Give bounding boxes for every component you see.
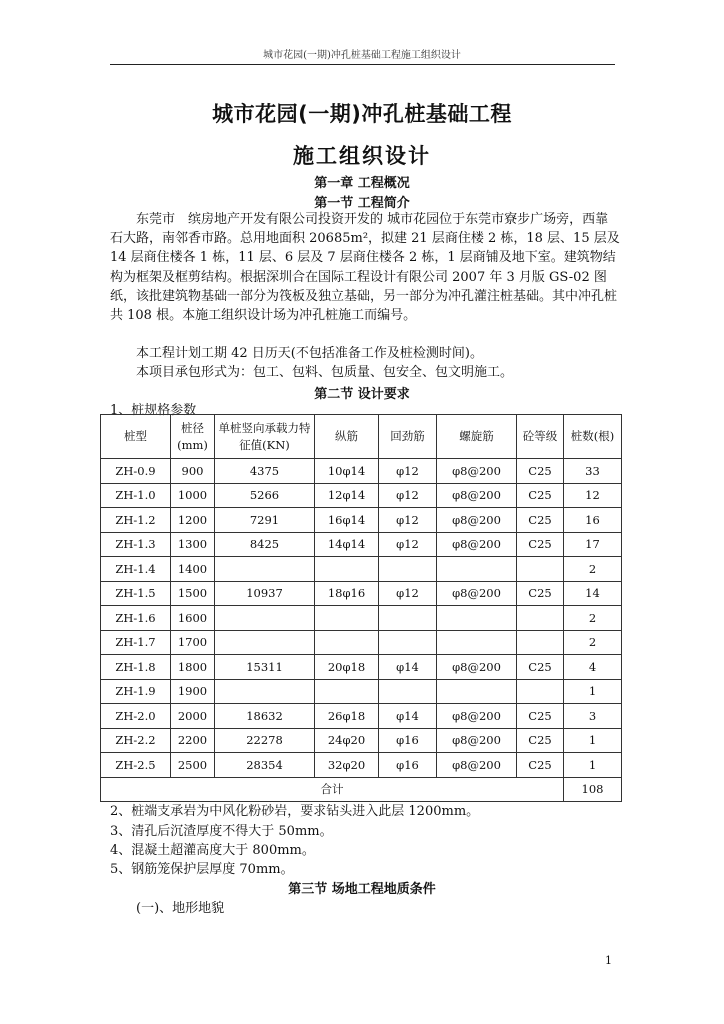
cell-spiral-bar: φ8@200 [437,728,517,753]
cell-longitudinal-bar: 16φ14 [315,508,379,533]
cell-pile-count: 1 [564,753,622,778]
cell-bearing-capacity: 10937 [215,581,315,606]
cell-pile-diameter: 900 [171,459,215,484]
contract-paragraph: 本项目承包形式为：包工、包料、包质量、包安全、包文明施工。 [136,365,514,380]
table-row [101,459,622,484]
cell-spiral-bar [437,557,517,582]
table-row [101,557,622,582]
cell-spiral-bar: φ8@200 [437,532,517,557]
cell-bearing-capacity: 18632 [215,704,315,729]
cell-spiral-bar [437,606,517,631]
cell-stirrup-bar [379,630,437,655]
section2-heading: 第二节 设计要求 [314,387,410,402]
running-header: 城市花园(一期)冲孔桩基础工程施工组织设计 [263,50,461,61]
cell-concrete-grade: C25 [517,655,564,680]
table-row [101,630,622,655]
cell-concrete-grade: C25 [517,704,564,729]
cell-stirrup-bar: φ12 [379,483,437,508]
cell-pile-count: 1 [564,679,622,704]
table-row [101,483,622,508]
cell-stirrup-bar: φ16 [379,753,437,778]
cell-pile-diameter: 1600 [171,606,215,631]
table-row [101,679,622,704]
table-row [101,581,622,606]
cell-concrete-grade: C25 [517,483,564,508]
terrain-subheading: (一)、地形地貌 [136,901,225,916]
cell-pile-type: ZH-1.9 [101,679,171,704]
cell-longitudinal-bar: 12φ14 [315,483,379,508]
table-row [101,655,622,680]
cell-spiral-bar: φ8@200 [437,753,517,778]
project-intro-paragraph: 东莞市 缤房地产开发有限公司投资开发的 城市花园位于东莞市寮步广场旁，西靠石大路，南邻香市路。总用地面积 20685m²，拟建 21 层商住楼 2 栋，18 层、15 层及 14 层商住楼各 1 栋，11 层、6 层及 7 层商住楼各 2 栋，1 层商铺及地下室。建筑物结构为框架及框剪结构。根据深圳合在国际工程设计有限公司 2007 年 3 月版 GS-02 图纸，该批建筑物基础一部分为筏板及独立基础，另一部分为冲孔灌注桩基础。其中冲孔桩共 108 根。本施工组织设计场为冲孔桩施工而编号。 [110,212,620,324]
cell-concrete-grade: C25 [517,753,564,778]
cell-pile-count: 2 [564,557,622,582]
cell-pile-diameter: 1500 [171,581,215,606]
cell-longitudinal-bar: 24φ20 [315,728,379,753]
cell-longitudinal-bar: 20φ18 [315,655,379,680]
header-concrete-grade: 砼等级 [517,415,564,459]
cell-bearing-capacity: 5266 [215,483,315,508]
cell-stirrup-bar [379,679,437,704]
total-label: 合计 [101,777,564,802]
cell-pile-count: 16 [564,508,622,533]
cell-longitudinal-bar [315,679,379,704]
cell-pile-count: 12 [564,483,622,508]
cell-pile-diameter: 1900 [171,679,215,704]
cell-longitudinal-bar: 32φ20 [315,753,379,778]
cell-pile-diameter: 1200 [171,508,215,533]
cell-pile-type: ZH-1.8 [101,655,171,680]
cell-concrete-grade: C25 [517,508,564,533]
cell-stirrup-bar: φ12 [379,581,437,606]
cell-pile-type: ZH-2.2 [101,728,171,753]
cell-pile-type: ZH-0.9 [101,459,171,484]
section3-heading: 第三节 场地工程地质条件 [288,882,436,897]
cell-pile-count: 1 [564,728,622,753]
schedule-paragraph: 本工程计划工期 42 日历天(不包括准备工作及桩检测时间)。 [136,346,483,361]
total-value: 108 [564,777,622,802]
cell-pile-diameter: 1300 [171,532,215,557]
cell-stirrup-bar: φ16 [379,728,437,753]
header-longitudinal-bar: 纵筋 [315,415,379,459]
cell-spiral-bar [437,679,517,704]
pile-spec-label: 1、桩规格参数 [110,403,197,418]
cell-stirrup-bar: φ12 [379,508,437,533]
cell-concrete-grade: C25 [517,581,564,606]
cell-longitudinal-bar: 14φ14 [315,532,379,557]
cell-bearing-capacity: 22278 [215,728,315,753]
cell-bearing-capacity: 15311 [215,655,315,680]
cell-bearing-capacity [215,557,315,582]
cell-pile-diameter: 1000 [171,483,215,508]
cell-pile-count: 17 [564,532,622,557]
cell-bearing-capacity: 4375 [215,459,315,484]
chapter-heading: 第一章 工程概况 [314,176,410,191]
cell-concrete-grade: C25 [517,728,564,753]
cell-pile-count: 2 [564,630,622,655]
requirement-item-3: 3、清孔后沉渣厚度不得大于 50mm。 [110,824,333,839]
cell-stirrup-bar [379,557,437,582]
cell-bearing-capacity: 7291 [215,508,315,533]
requirement-item-5: 5、钢筋笼保护层厚度 70mm。 [110,862,294,877]
cell-spiral-bar [437,630,517,655]
cell-pile-count: 33 [564,459,622,484]
cell-pile-diameter: 2500 [171,753,215,778]
requirement-item-2: 2、桩端支承岩为中风化粉砂岩，要求钻头进入此层 1200mm。 [110,804,480,819]
table-row [101,704,622,729]
section1-heading: 第一节 工程简介 [314,196,410,211]
page-number: 1 [605,954,612,967]
cell-pile-type: ZH-2.0 [101,704,171,729]
header-pile-diameter: 桩径(mm) [171,415,215,459]
cell-bearing-capacity: 8425 [215,532,315,557]
header-spiral-bar: 螺旋筋 [437,415,517,459]
table-header-row [101,415,622,459]
cell-spiral-bar: φ8@200 [437,704,517,729]
cell-concrete-grade [517,557,564,582]
cell-spiral-bar: φ8@200 [437,483,517,508]
requirement-item-4: 4、混凝土超灌高度大于 800mm。 [110,843,315,858]
header-bearing-capacity: 单桩竖向承载力特征值(KN) [215,415,315,459]
table-row [101,508,622,533]
cell-stirrup-bar: φ14 [379,655,437,680]
cell-longitudinal-bar [315,606,379,631]
table-row [101,728,622,753]
cell-concrete-grade [517,606,564,631]
cell-pile-type: ZH-1.7 [101,630,171,655]
cell-pile-type: ZH-1.3 [101,532,171,557]
cell-concrete-grade: C25 [517,532,564,557]
cell-bearing-capacity: 28354 [215,753,315,778]
cell-pile-diameter: 1400 [171,557,215,582]
cell-spiral-bar: φ8@200 [437,655,517,680]
cell-pile-diameter: 1700 [171,630,215,655]
cell-stirrup-bar [379,606,437,631]
cell-bearing-capacity [215,630,315,655]
table-row [101,606,622,631]
cell-stirrup-bar: φ14 [379,704,437,729]
cell-stirrup-bar: φ12 [379,459,437,484]
cell-concrete-grade [517,679,564,704]
cell-pile-count: 14 [564,581,622,606]
cell-longitudinal-bar: 18φ16 [315,581,379,606]
cell-concrete-grade: C25 [517,459,564,484]
cell-spiral-bar: φ8@200 [437,581,517,606]
cell-pile-type: ZH-1.0 [101,483,171,508]
table-row [101,753,622,778]
cell-pile-diameter: 2000 [171,704,215,729]
cell-pile-count: 3 [564,704,622,729]
cell-bearing-capacity [215,606,315,631]
cell-concrete-grade [517,630,564,655]
cell-pile-count: 4 [564,655,622,680]
cell-stirrup-bar: φ12 [379,532,437,557]
header-pile-type: 桩型 [101,415,171,459]
cell-pile-type: ZH-1.2 [101,508,171,533]
cell-longitudinal-bar: 10φ14 [315,459,379,484]
document-title-line2: 施工组织设计 [293,144,431,168]
cell-pile-type: ZH-1.6 [101,606,171,631]
table-row [101,532,622,557]
cell-spiral-bar: φ8@200 [437,459,517,484]
cell-pile-type: ZH-2.5 [101,753,171,778]
document-title-line1: 城市花园(一期)冲孔桩基础工程 [212,102,512,126]
cell-bearing-capacity [215,679,315,704]
cell-pile-diameter: 1800 [171,655,215,680]
table-total-row [101,777,622,802]
cell-pile-count: 2 [564,606,622,631]
pile-spec-table [100,414,622,802]
header-rule [110,64,615,65]
cell-longitudinal-bar [315,630,379,655]
cell-pile-diameter: 2200 [171,728,215,753]
cell-pile-type: ZH-1.5 [101,581,171,606]
header-stirrup-bar: 回劲筋 [379,415,437,459]
cell-pile-type: ZH-1.4 [101,557,171,582]
header-pile-count: 桩数(根) [564,415,622,459]
cell-longitudinal-bar: 26φ18 [315,704,379,729]
cell-spiral-bar: φ8@200 [437,508,517,533]
cell-longitudinal-bar [315,557,379,582]
